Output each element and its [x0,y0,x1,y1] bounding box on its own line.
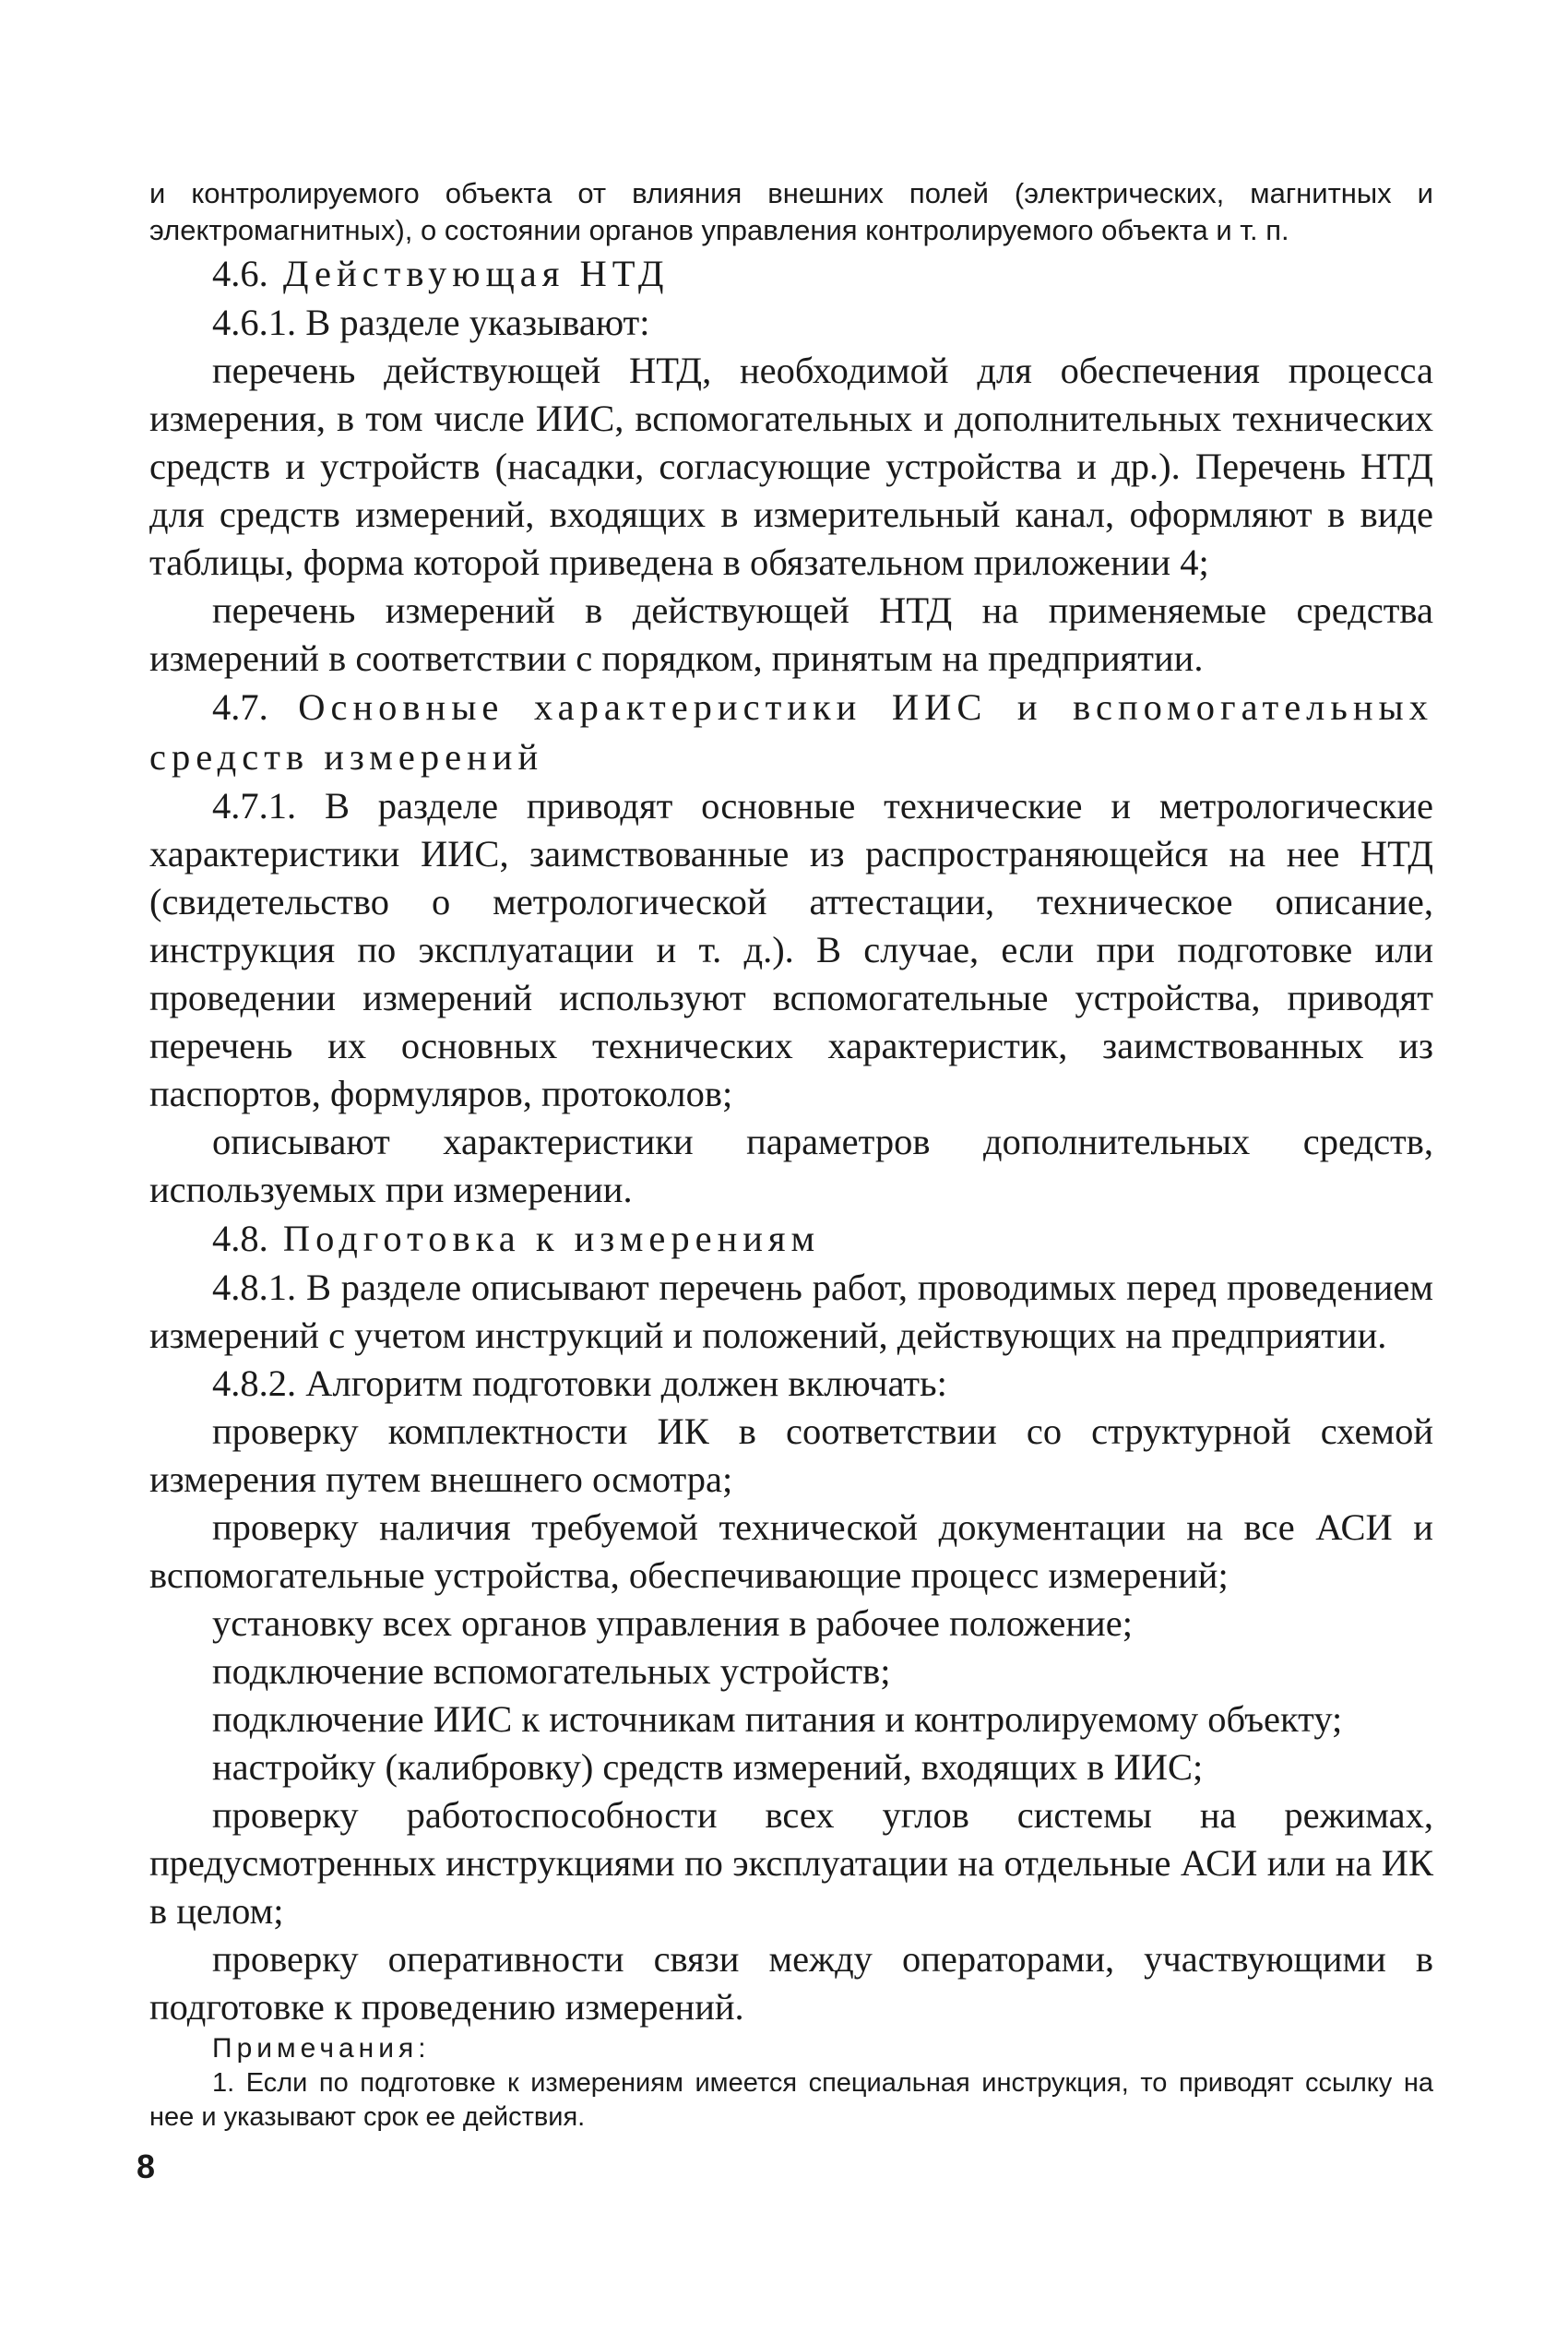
section-number: 4.6. [212,253,268,294]
list-item: проверку наличия требуемой технической документации на все АСИ и вспомогательные устройства, обеспечивающие процесс измерений; [149,1506,1433,1596]
list-item: подключение ИИС к источникам питания и контролируемому объекту; [212,1698,1343,1740]
list-item: настройку (калибровку) средств измерений, входящих в ИИС; [212,1746,1204,1788]
section-4-7-heading [149,683,1433,782]
notes-title: Примечания: [212,2033,431,2064]
paragraph-describe: описывают характеристики параметров дополнительных средств, используемых при измерении. [149,1121,1433,1210]
list-item: проверку комплектности ИК в соответствии со структурной схемой измерения путем внешнего осмотра; [149,1410,1433,1500]
section-4-8-heading [149,1214,1433,1264]
document-page [149,175,1433,2135]
section-4-6-heading [149,249,1433,299]
list-item: проверку работоспособности всех углов системы на режимах, предусмотренных инструкциями по эксплуатации на отдельные АСИ или на ИК в целом; [149,1794,1433,1932]
note-1: 1. Если по подготовке к измерениям имеется специальная инструкция, то приводят ссылку на нее и указывают срок ее действия. [149,2068,1433,2132]
paragraph-4-8-1: 4.8.1. В разделе описывают перечень работ, проводимых перед проведением измерений с учетом инструкций и положений, действующих на предприятии. [149,1267,1433,1356]
section-number: 4.7. [212,686,268,728]
section-title: Основные характеристики ИИС и вспомогательных средств измерений [149,686,1433,778]
list-item: проверку оперативности связи между операторами, участвующими в подготовке к проведению измерений. [149,1938,1433,2028]
list-item: установку всех органов управления в рабочее положение; [212,1602,1133,1644]
section-title: Подготовка к измерениям [282,1218,821,1259]
intro-paragraph: и контролируемого объекта от влияния внешних полей (электрических, магнитных и электромагнитных), о состоянии органов управления контролируемого объекта и т. п. [149,177,1433,246]
section-title: Действующая НТД [282,253,670,294]
paragraph-4-8-2: 4.8.2. Алгоритм подготовки должен включать: [212,1362,947,1404]
list-item: подключение вспомогательных устройств; [212,1650,891,1692]
paragraph-measure-list: перечень измерений в действующей НТД на применяемые средства измерений в соответствии с порядком, принятым на предприятии. [149,589,1433,679]
page-number: 8 [137,2148,156,2185]
paragraph-ntd-list: перечень действующей НТД, необходимой для обеспечения процесса измерения, в том числе ИИС, вспомогательных и дополнительных технических средств и устройств (насадки, согласующие устройства и др.). Перечень НТД для средств измерений, входящих в измерительный канал, оформляют в виде таблицы, форма которой приведена в обязательном приложении 4; [149,350,1433,583]
paragraph-4-7-1: 4.7.1. В разделе приводят основные технические и метрологические характеристики ИИС, заимствованные из распространяющейся на нее НТД (свидетельство о метрологической аттестации, техническое описание, инструкция по эксплуатации и т. д.). В случае, если при подготовке или проведении измерений используют вспомогательные устройства, приводят перечень их основных технических характеристик, заимствованных из паспортов, формуляров, протоколов; [149,785,1433,1114]
section-number: 4.8. [212,1218,268,1259]
paragraph-4-6-1: 4.6.1. В разделе указывают: [212,302,650,343]
